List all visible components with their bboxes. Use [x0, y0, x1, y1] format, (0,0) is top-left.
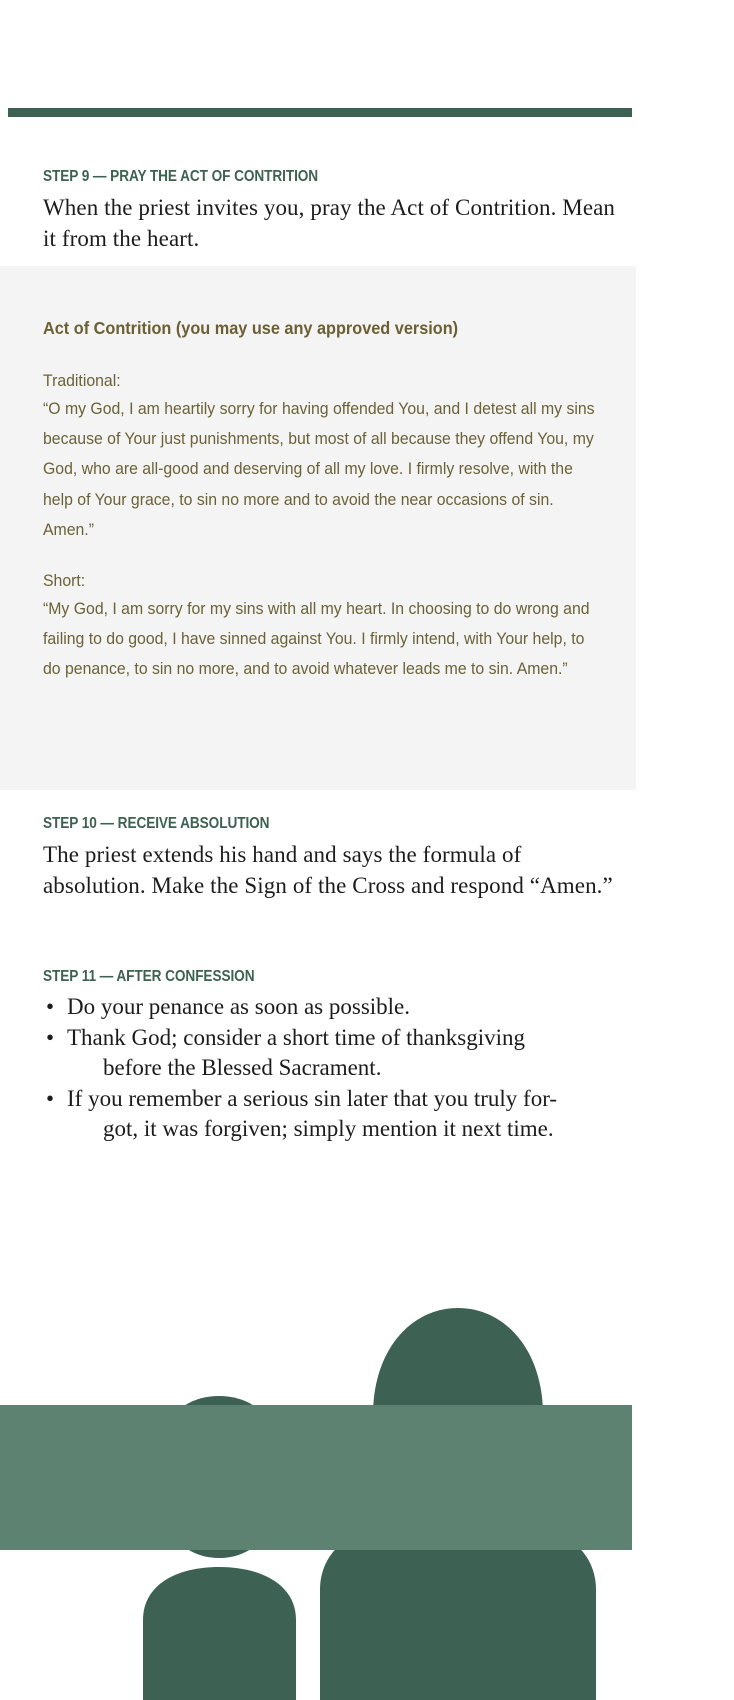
short-prayer-text: “My God, I am sorry for my sins with all my heart. In choosing to do wrong and failing to do good, I have sinned against You. I firmly intend, with Your help, to do penance, to sin no more, and to avoid whatever leads me to sin. Amen.”	[43, 599, 590, 679]
step-9-body: When the priest invites you, pray the Act of Contrition. Mean it from the heart.	[43, 195, 616, 251]
step-10-body: The priest extends his hand and says the formula of absolution. Make the Sign of the Cross and respond “Amen.”	[43, 842, 613, 898]
list-item-line-1: Do your penance as soon as possible.	[67, 994, 411, 1019]
list-item-line-2: got, it was forgiven; simply mention it next time.	[103, 1116, 554, 1141]
list-item	[43, 1023, 643, 1084]
step-9-heading: STEP 9 — PRAY THE ACT OF CONTRITION	[43, 168, 319, 185]
traditional-label: Traditional:	[43, 371, 121, 390]
bullet-icon: •	[46, 1024, 55, 1050]
list-item	[43, 1084, 643, 1145]
after-confession-list	[43, 992, 643, 1145]
step-10-heading: STEP 10 — RECEIVE ABSOLUTION	[43, 815, 270, 832]
list-item-line-1: Thank God; consider a short time of thanksgiving	[67, 1024, 526, 1050]
section-step-10	[43, 815, 623, 901]
bench-band	[0, 1405, 632, 1550]
callout-spacer	[43, 545, 595, 571]
top-rule-bar	[8, 108, 632, 117]
traditional-prayer-text: “O my God, I am heartily sorry for having offended You, and I detest all my sins because of Your just punishments, but most of all because they offend You, my God, who are all-good and deserving of all my love. I firmly resolve, with the help of Your grace, to sin no more and to avoid the near occasions of sin. Amen.”	[43, 399, 595, 539]
confession-illustration	[0, 1190, 734, 1700]
section-step-11	[43, 968, 643, 1145]
bullet-icon: •	[46, 1085, 55, 1111]
step-11-heading: STEP 11 — AFTER CONFESSION	[43, 968, 255, 985]
short-label: Short:	[43, 571, 86, 591]
act-of-contrition-callout	[0, 266, 636, 790]
list-item	[43, 992, 643, 1023]
list-item-line-1: If you remember a serious sin later that you truly for-	[67, 1085, 558, 1111]
confession-silhouettes-graphic	[0, 1190, 734, 1700]
list-item-line-2: before the Blessed Sacrament.	[103, 1055, 382, 1080]
callout-title: Act of Contrition (you may use any approved version)	[43, 318, 459, 338]
section-step-9	[43, 168, 633, 254]
callout-content	[43, 318, 595, 685]
bullet-icon: •	[46, 994, 55, 1019]
